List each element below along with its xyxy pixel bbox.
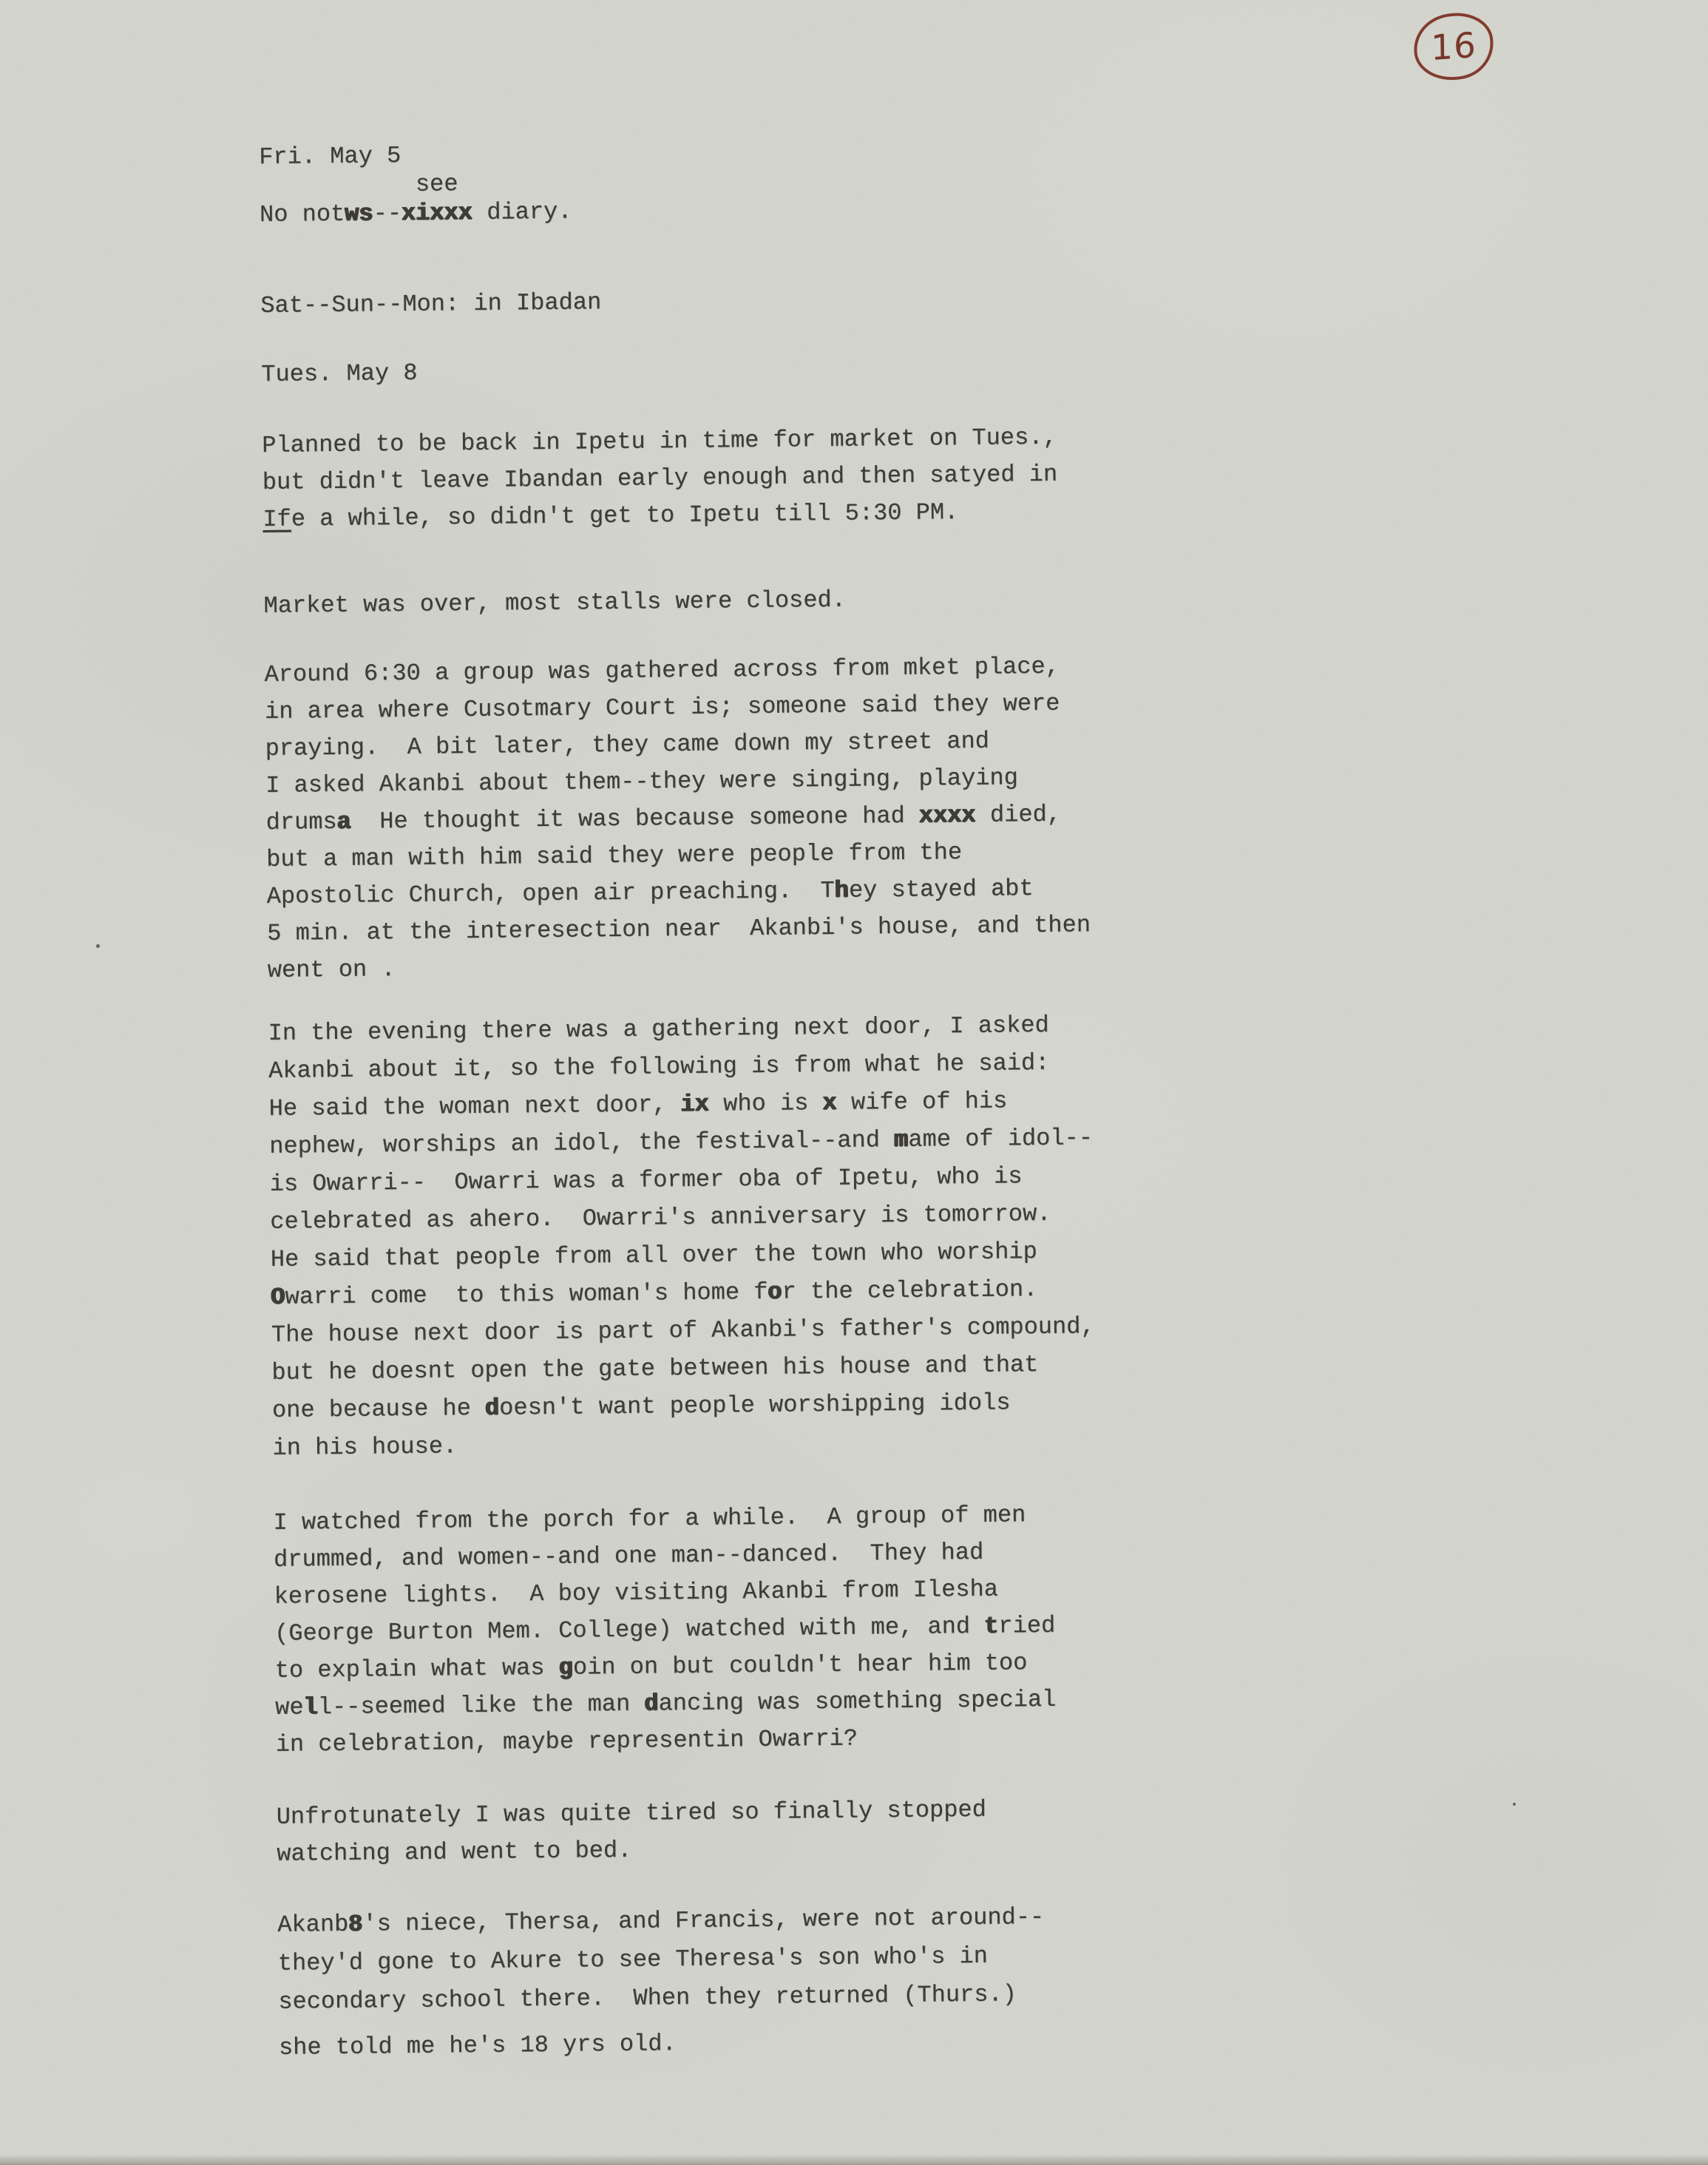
text-line: I watched from the porch for a while. A group of men [273,1501,1026,1536]
text-line: Unfrotunately I was quite tired so finally stopped [276,1795,987,1831]
text-line: she told me he's 18 yrs old. [278,2030,677,2061]
text-line: 5 min. at the interesection near Akanbi's house, and then [267,911,1091,947]
paragraph [276,1792,986,1873]
ink-speck [1513,1803,1516,1806]
text-line: nephew, worships an idol, the festival--and mame of idol-- [269,1124,1094,1160]
text-line: Tues. May 8 [261,359,418,388]
text-line: drummed, and women--and one man--danced. They had [273,1538,984,1573]
paragraph [268,1006,1096,1467]
text-line: celebrated as ahero. Owarri's anniversary is tomorrow. [270,1199,1051,1236]
text-line: Apostolic Church, open air preaching. They stayed abt [266,875,1034,910]
paragraph [264,648,1091,989]
text-line: but a man with him said they were people from the [265,838,963,873]
text-line: praying. A bit later, they came down my street and [265,727,990,762]
text-line: in area where Cusotmary Court is; someone said they were [264,689,1060,725]
text-line: He said that people from all over the town who worship [270,1238,1037,1273]
inserted-word-line: see [415,170,458,198]
text-line: Sat--Sun--Mon: in Ibadan [260,288,602,319]
text-line: but he doesnt open the gate between his house and that [271,1351,1039,1386]
paragraph [277,1898,1046,2067]
text-line: Akanb8's niece, Thersa, and Francis, were not around-- [277,1903,1045,1939]
text-line: to explain what was goin on but couldn't hear him too [274,1649,1028,1684]
text-line: He said the woman next door, ix who is x wife of his [268,1087,1008,1122]
text-line: Akanbi about it, so the following is from what he said: [268,1048,1050,1085]
paragraph [263,582,846,625]
text-line: The house next door is part of Akanbi's father's compound, [271,1312,1095,1349]
text-line: went on . [267,955,396,984]
text-line: Around 6:30 a group was gathered across from mket place, [264,652,1060,688]
ink-speck [96,944,100,948]
paragraph [259,136,572,234]
text-line: one because he doesn't want people worshipping idols [271,1389,1011,1424]
text-line: kerosene lights. A boy visiting Akanbi from Ilesha [274,1575,999,1610]
text-line: but didn't leave Ibandan early enough and then satyed in [262,460,1058,496]
text-line: Market was over, most stalls were closed. [263,586,847,620]
text-line: is Owarri-- Owarri was a former oba of Ipetu, who is [269,1162,1023,1198]
paragraph [261,355,418,393]
text-line: they'd gone to Akure to see Theresa's son who's in [277,1942,989,1977]
paragraph [262,419,1058,538]
text-line: Planned to be back in Ipetu in time for market on Tues., [262,423,1057,459]
text-line: secondary school there. When they returned (Thurs.) [278,1980,1017,2016]
page-edge-shadow [0,2155,1708,2165]
page-number-text: 16 [1430,24,1477,69]
text-line: in celebration, maybe representin Owarri? [275,1724,858,1758]
text-line: Fri. May 5 [259,141,401,171]
paragraph [260,284,601,325]
text-line: (George Burton Mem. College) watched with me, and tried [274,1611,1056,1647]
text-line: No notws--xixxx diary. [259,197,572,228]
text-line: Owarri come to this woman's home for the celebration. [271,1275,1038,1311]
text-line: I asked Akanbi about them--they were singing, playing [265,764,1019,799]
text-line: In the evening there was a gathering next door, I asked [268,1011,1049,1047]
paragraph [273,1497,1057,1763]
text-line: Ife a while, so didn't get to Ipetu till 5:30 PM. [262,498,959,533]
text-line: well--seemed like the man dancing was something special [274,1685,1057,1721]
typewritten-text [257,0,1537,2165]
text-line: in his house. [272,1432,458,1462]
text-line: watching and went to bed. [277,1836,632,1868]
text-line: drumsa He thought it was because someone had xxxx died, [265,800,1062,836]
